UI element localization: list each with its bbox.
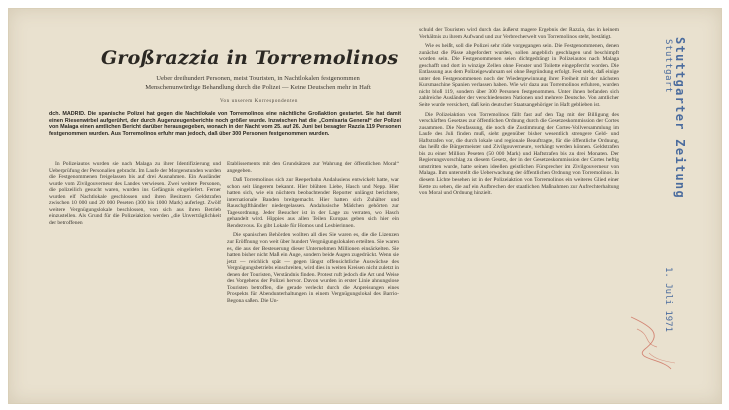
article-column-3: [419, 27, 619, 200]
column-2-paragraph-3: Die spanischen Behörden wollten all dies Sie waren es, die die Lizenzen zur Eröffnung von weit über hundert Vergnügungslokalen erteilten. Sie waren es, die aus der Besteuerung dieser Unternehmen Millionen einsäckelten. Sie hatten bisher nicht Maß ein Auge, sondern beide Augen zugedrückt. Wenn sie jetzt — reichlich spät — gegen längst offensichtliche Auswüchse des Vergnügungsbetriebs einschreiten, wird dies in weiten Kreisen nicht zuletzt in denen der Touristen, Verständnis finden. Protest ruft jedoch die Art und Weise des Vorgehens der Polizei hervor. Davon wurden in erster Linie ahnungslose Touristen betroffen, die gerade verleckt durch die Anpreisungen eines Prospekts für Abendunterhaltungen in einem Vergnügungslokal des Barrio-Begona saßen. Die Un-: [227, 232, 399, 304]
column-3-paragraph-1: schuld der Touristen wird durch das äußerst magere Ergebnis der Razzia, das in keinem Verhältnis zu ihrem Aufwand und zur Verbrecherwelt von Torremolinos steht, bestätigt.: [419, 27, 619, 40]
handwritten-signature: [623, 309, 683, 379]
article-headline: Großrazzia in Torremolinos: [101, 47, 399, 69]
subtitle-line-2: Menschenunwürdige Behandlung durch die Polizei — Keine Deutschen mehr in Haft: [145, 84, 371, 91]
article-lead: dch. MADRID. Die spanische Polizei hat gegen die Nachtlokale von Torremolinos eine nächtliche Großaktion gestartet. Sie hat damit einen Riesenwirbel aufgerührt, der durch Augenzeugenberichte noch größer wurde. Inzwischen hat die „Comisaria General“ der Polizei von Malaga einen amtlichen Bericht darüber herausgegeben, wonach in der Nacht vom 25. auf 26. Juni bei besagter Razzia 119 Personen festgenommen wurden. Aus Torremolinos erfuhr man jedoch, daß über 300 Personen festgenommen wurden.: [49, 111, 401, 138]
column-1-paragraph-1: In Polizeiautos wurden sie nach Malaga zu ihrer Identifizierung und Ueberprüfung der Personalien gebracht. Im Laufe der Morgenstunden wurden die Festgenommenen freigelassen bis auf drei Ausnahmen. Ein Ausländer wurde vom Zivilgouverneur des Landes verwiesen. Zwei weitere Personen, die polizeilich gesucht waren, wurden ins Gefängnis eingeliefert. Ferner wurden elf Nachtlokale geschlossen und ihren Besitzern Geldstrafen zwischen 10 000 und 20 000 Peseten (300 bis 1000 Mark) auferlegt. Zwölf weitere Vergnügungslokale beschlossen, von sich aus ihren Betrieb einzustellen. Als Grund für die Polizeiaktion werden „die Unverträglichkeit der betroffenen: [49, 161, 221, 226]
subtitle-line-1: Ueber dreihundert Personen, meist Touristen, in Nachtlokalen festgenommen: [156, 75, 360, 82]
column-3-paragraph-2: Wie es heißt, soll die Polizei sehr rüde vorgegangen sein. Die Festgenommenen, denen zunächst die Pässe abgefordert wurden, sollen angeblich geschlagen und beschimpft worden sein. Die Festgenommenen seien dichtgedrängt in Polizeiautos nach Malaga geschafft und dort in winzige Zellen ohne Fenster und Toilette eingepfercht worden. Die Entlassung aus dem Polizeigewahrsam sei ohne Begründung erfolgt. Fest steht, daß einige unter den Festgenommenen noch der Wiedergewinnung ihrer Freiheit mit der nächsten Kursmaschine Spanien verlassen haben. Wie wir dazu aus Torremolinos erfuhren, wurden nicht bloß 119, sondern über 300 Personen festgenommen. Unter ihnen befanden sich zahlreiche Ausländer der verschiedensten Nationen und mehrere Deutsche. Von amtlicher Seite wurde versichert, daß kein deutscher Staatsangehöriger in Haft geblieben ist.: [419, 43, 619, 109]
article-byline: Von unserem Korrespondenten: [219, 99, 299, 104]
stamp-newspaper-name: Stuttgarter Zeitung: [673, 37, 687, 199]
article-column-2: [227, 161, 399, 307]
article-subtitle: [99, 74, 417, 92]
stamp-date: 1. Juli 1971: [663, 267, 673, 333]
newspaper-clipping: [8, 8, 722, 404]
article-column-1: [49, 161, 221, 229]
column-2-paragraph-1: Etablissements mit den Grundsätzen zur Wahrung der öffentlichen Moral“ angegeben.: [227, 161, 399, 174]
column-3-paragraph-3: Die Polizeiaktion von Torremolinos fällt fast auf den Tag mit der Billigung des verschärften Gesetzes zur öffentlichen Ordnung durch die Gesetzeskommission der Cortes zusammen. Die Neufassung, die noch die Zustimmung der Cortes-Vollversammlung im Laufe des Juli finden muß, sieht gegenüber bisher wesentlich strengere Geld- und Haftstrafen vor, die durch lokale und regionale Beauftragte, für die öffentliche Ordnung, das heißt die Bürgermeister und Zivilgouverneure, verhängt werden können. Geldstrafen bis zu einer Million Peseten (50 000 Mark) und Haftstrafen bis zu drei Monaten. Der Regierungsvorschlag zu diesem Gesetz, der in der Gesetzeskommission der Cortes heftig umstritten wurde, hatte seinen ideellen geistlichen Fürsprecher im Zivilgouverneur von Malaga. Ihm unterstellt die Ueberwachung der öffentlichen Ordnung von Torremolinos. In diesem Lichte besehen ist in der Polizeiaktion von Torremolinos ein weiteres Glied einer Kette zu sehen, die auf ein Aufbrechen der staatlichen Maßnahmen zur Aufrechterhaltung von Moral und Ordnung hinzielt.: [419, 111, 619, 197]
stamp-city: Stuttgart: [663, 39, 673, 94]
column-2-paragraph-2: Daß Torremolinos sich zur Reeperbahn Andalusiens entwickelt hatte, war schon seit längerem bekannt. Hier blühten Liebe, Hasch und Nepp. Hier hatten sich, wie ein nüchtern beobachtender Reporter unlängst berichtete, internationale Banden breitgemacht. Hier hatten sich Zuhälter und Rauschgifthändler niedergelassen. Andalusische Mädchen gehörten zur Tagesordnung. Jeder Besucher ist in der Lage zu verraten, wo Hasch gehandelt wird. Hippies aus allen Teilen Europas geben sich hier ein Rendezvous. Es gibt Lokale für Homos und Lesbierinnen.: [227, 177, 399, 229]
